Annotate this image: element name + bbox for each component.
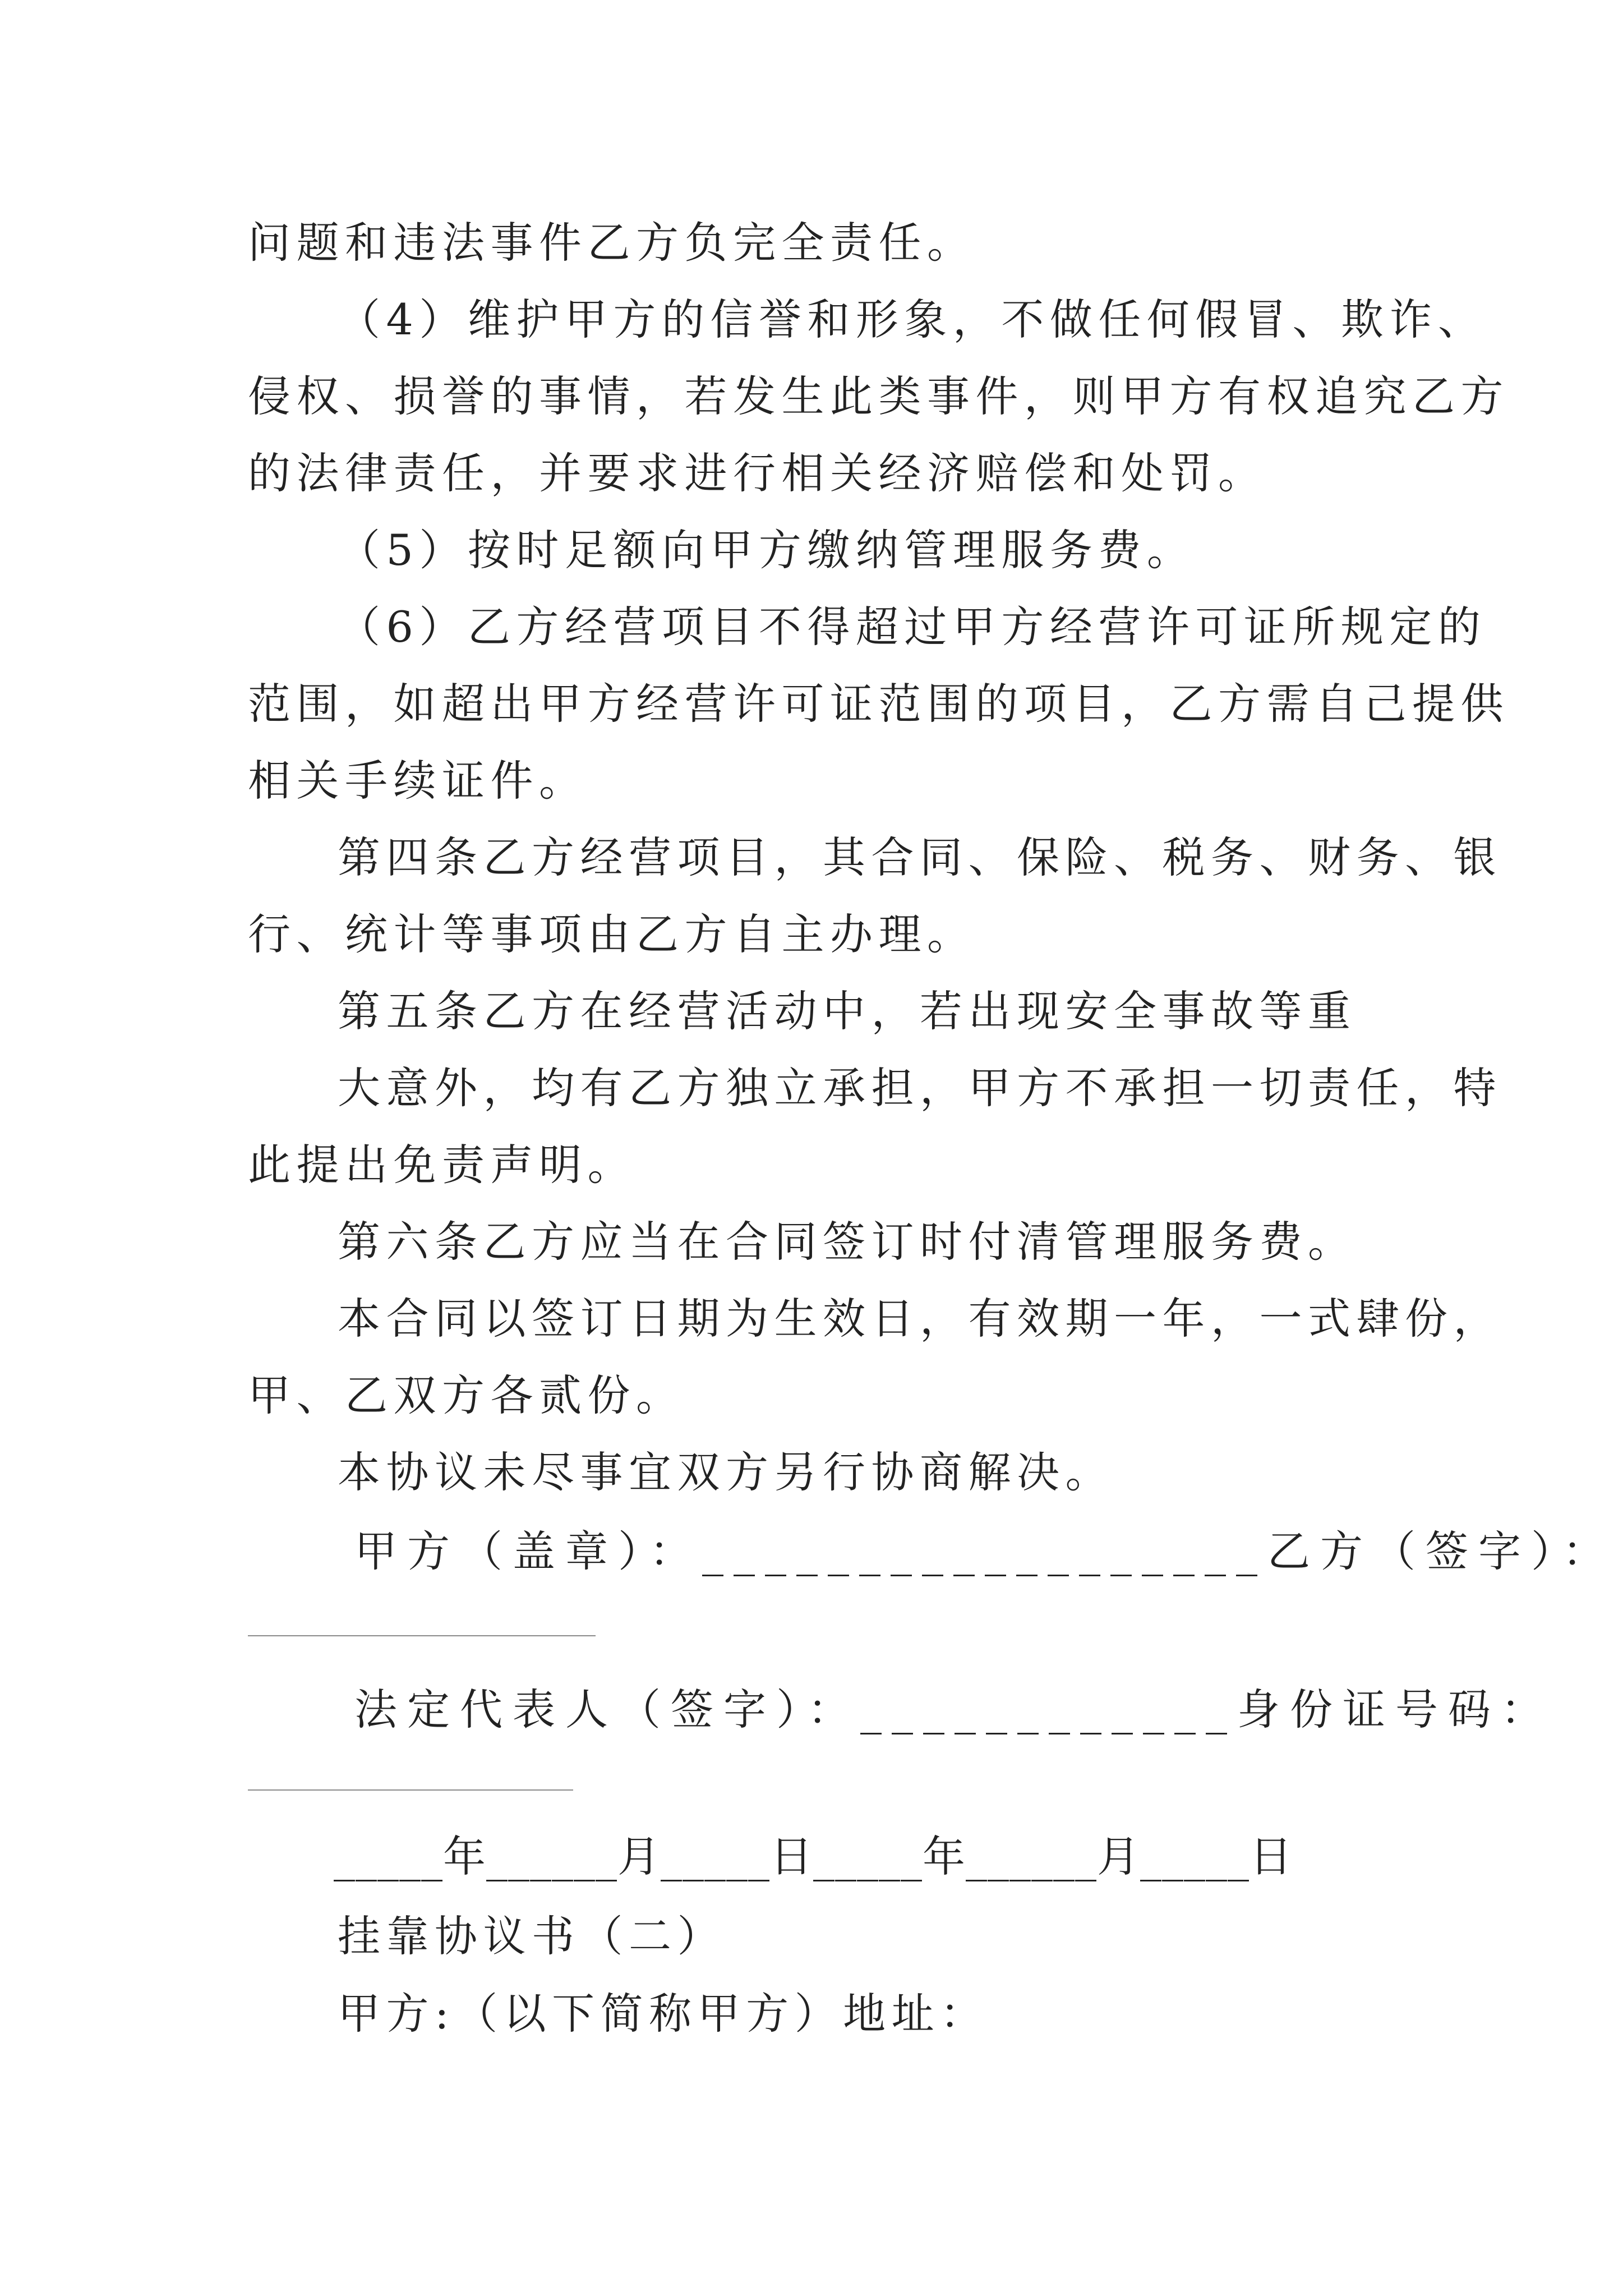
effective-date-clause: 本合同以签订日期为生效日，有效期一年，一式肆份，	[338, 1294, 1502, 1343]
body-line-7: 范围，如超出甲方经营许可证范围的项目，乙方需自己提供	[248, 679, 1509, 729]
clause-3-6: （6）乙方经营项目不得超过甲方经营许可证所规定的	[338, 602, 1487, 652]
party-a-seal-line: 甲方（盖章）：__________________乙方（签字）：	[354, 1526, 1615, 1576]
article-4: 第四条乙方经营项目，其合同、保险、税务、财务、银	[338, 832, 1502, 882]
body-line-12: 大意外，均有乙方独立承担，甲方不承担一切责任，特	[338, 1063, 1502, 1113]
body-line-4: 的法律责任，并要求进行相关经济赔偿和处罚。	[248, 448, 1267, 498]
party-a-address: 甲方:（以下简称甲方）地址：	[338, 1989, 989, 2039]
legal-rep-line: 法定代表人（签字）：____________身份证号码：	[354, 1685, 1553, 1734]
clause-3-5: （5）按时足额向甲方缴纳管理服务费。	[338, 525, 1196, 575]
clause-3-4: （4）维护甲方的信誉和形象，不做任何假冒、欺诈、	[338, 295, 1487, 344]
party-a-signature-rule	[248, 1635, 596, 1636]
supplementary-clause: 本协议未尽事宜双方另行协商解决。	[338, 1447, 1114, 1497]
date-line: _____年______月_____日_____年______月_____日	[334, 1832, 1293, 1881]
article-5: 第五条乙方在经营活动中，若出现安全事故等重	[338, 986, 1357, 1036]
article-6: 第六条乙方应当在合同签订时付清管理服务费。	[338, 1217, 1357, 1267]
body-line-16: 甲、乙双方各贰份。	[248, 1370, 685, 1420]
body-line-10: 行、统计等事项由乙方自主办理。	[248, 909, 976, 959]
body-line-13: 此提出免责声明。	[248, 1140, 636, 1190]
body-line-8: 相关手续证件。	[248, 756, 588, 806]
id-number-rule	[248, 1789, 573, 1791]
body-line-1: 问题和违法事件乙方负完全责任。	[248, 218, 976, 268]
body-line-3: 侵权、损誉的事情，若发生此类事件，则甲方有权追究乙方	[248, 371, 1509, 421]
agreement-2-title: 挂靠协议书（二）	[338, 1911, 726, 1961]
